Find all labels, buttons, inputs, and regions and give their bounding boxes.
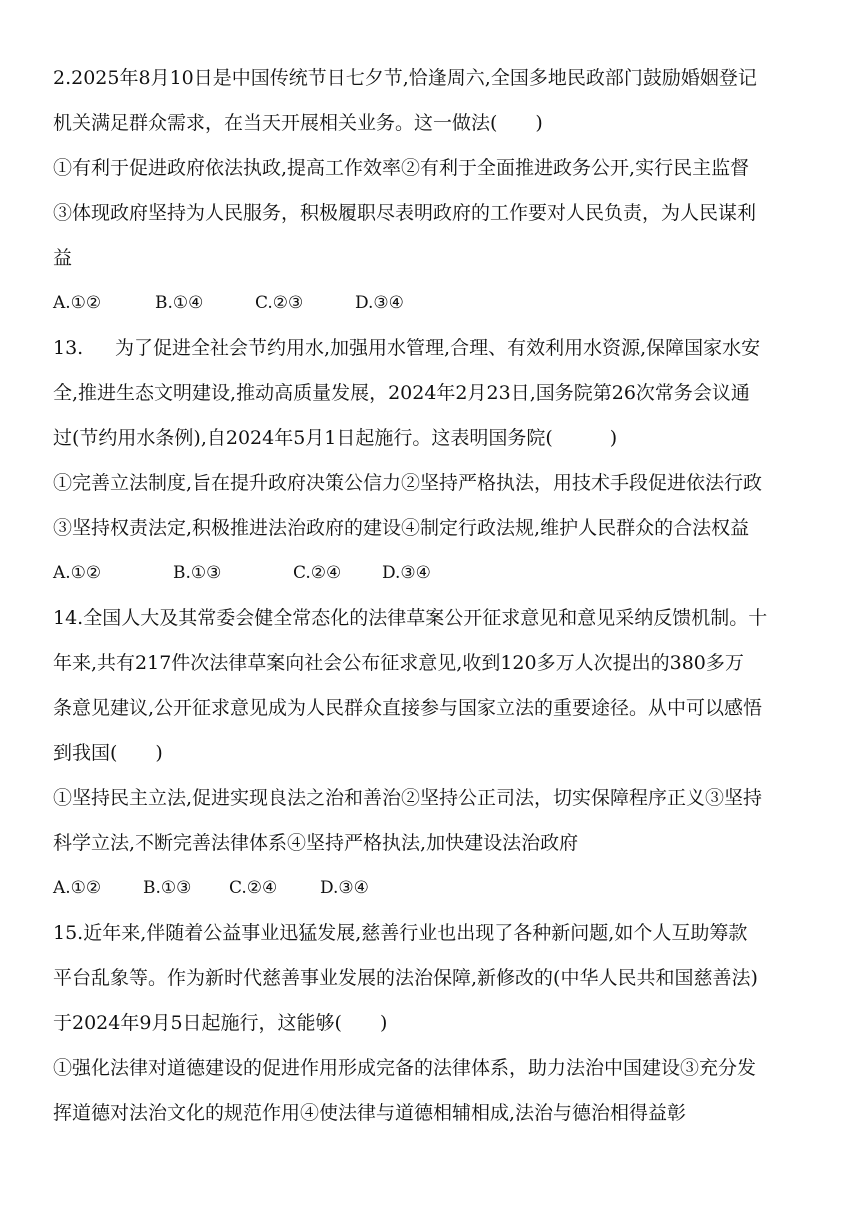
option-b: B.①③ — [173, 563, 222, 583]
question-line: 年来,共有217件次法律草案向社会公布征求意见,收到120多万人次提出的380多万 — [53, 652, 744, 674]
question-line: 条意见建议,公开征求意见成为人民群众直接参与国家立法的重要途径。从中可以感悟 — [53, 697, 763, 719]
option-b: B.①③ — [143, 878, 192, 898]
question-line: 全,推进生态文明建设,推动高质量发展，2024年2月23日,国务院第26次常务会议通 — [53, 382, 750, 404]
question-line: 机关满足群众需求，在当天开展相关业务。这一做法( ) — [53, 112, 543, 134]
question-line: 过(节约用水条例),自2024年5月1日起施行。这表明国务院( ) — [53, 427, 618, 449]
statement-line: 挥道德对法治文化的规范作用④使法律与道德相辅相成,法治与德治相得益彰 — [53, 1102, 687, 1124]
question-line: 14.全国人大及其常委会健全常态化的法律草案公开征求意见和意见采纳反馈机制。十 — [53, 607, 768, 629]
statement-line: ③坚持权责法定,积极推进法治政府的建设④制定行政法规,维护人民群众的合法权益 — [53, 517, 750, 539]
statement-line: ③体现政府坚持为人民服务，积极履职尽表明政府的工作要对人民负责，为人民谋利 — [53, 202, 757, 224]
option-d: D.③④ — [320, 878, 369, 898]
question-line — [53, 326, 813, 371]
question-12 — [53, 56, 813, 326]
question-line: 平台乱象等。作为新时代慈善事业发展的法治保障,新修改的(中华人民共和国慈善法) — [53, 967, 758, 989]
statement-line: ①完善立法制度,旨在提升政府决策公信力②坚持严格执法，用技术手段促进依法行政 — [53, 472, 763, 494]
statement-line: ①强化法律对道德建设的促进作用形成完备的法律体系，助力法治中国建设③充分发 — [53, 1057, 757, 1079]
question-line: 到我国( ) — [53, 742, 163, 764]
question-number: 13. — [53, 337, 84, 359]
question-13 — [53, 326, 813, 596]
answer-options — [53, 866, 813, 911]
option-c: C.②④ — [229, 878, 278, 898]
option-a: A.①② — [53, 563, 102, 583]
question-line: 于2024年9月5日起施行，这能够( ) — [53, 1012, 388, 1034]
answer-options — [53, 281, 813, 326]
option-a: A.①② — [53, 878, 102, 898]
question-15 — [53, 911, 813, 1136]
option-a: A.①② — [53, 293, 102, 313]
option-d: D.③④ — [382, 563, 431, 583]
option-c: C.②④ — [293, 563, 342, 583]
option-b: B.①④ — [155, 293, 204, 313]
option-d: D.③④ — [355, 293, 404, 313]
question-line: 15.近年来,伴随着公益事业迅猛发展,慈善行业也出现了各种新问题,如个人互助筹款 — [53, 922, 748, 944]
statement-line: ①坚持民主立法,促进实现良法之治和善治②坚持公正司法，切实保障程序正义③坚持 — [53, 787, 763, 809]
question-text: 为了促进全社会节约用水,加强用水管理,合理、有效利用水资源,保障国家水安 — [115, 337, 761, 359]
document-page — [53, 56, 813, 1136]
answer-options — [53, 551, 813, 596]
question-line: 2.2025年8月10日是中国传统节日七夕节,恰逢周六,全国多地民政部门鼓励婚姻登记 — [53, 67, 757, 89]
statement-line: 益 — [53, 247, 73, 269]
statement-line: 科学立法,不断完善法律体系④坚持严格执法,加快建设法治政府 — [53, 832, 579, 854]
option-c: C.②③ — [255, 293, 304, 313]
statement-line: ①有利于促进政府依法执政,提高工作效率②有利于全面推进政务公开,实行民主监督 — [53, 157, 750, 179]
question-14 — [53, 596, 813, 911]
